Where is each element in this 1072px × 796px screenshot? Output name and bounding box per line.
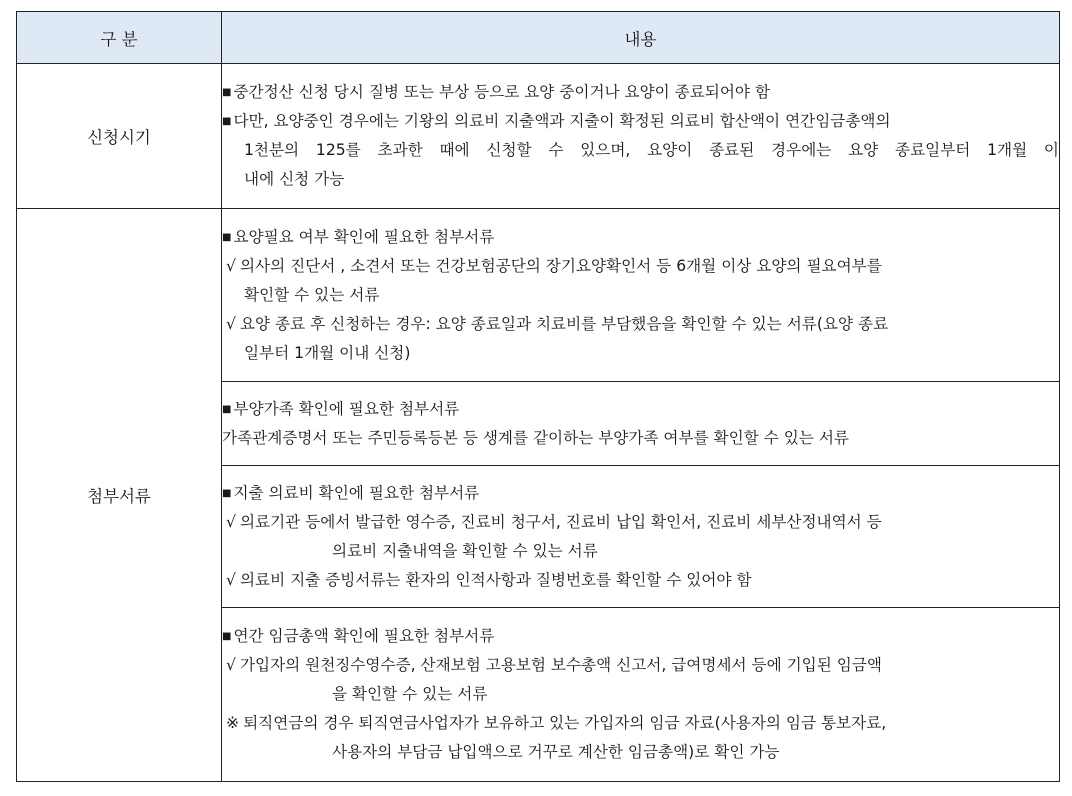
header-content: 내용	[222, 12, 1060, 64]
attachment-section-wages	[222, 608, 1060, 782]
list-item: √ 요양 종료 후 신청하는 경우: 요양 종료일과 치료비를 부담했음을 확인할 수 있는 서류(요양 종료	[226, 314, 889, 333]
row-label-timing: 신청시기	[17, 64, 222, 209]
table-row	[17, 209, 1060, 382]
row-label-attachments: 첨부서류	[17, 209, 222, 782]
bullet-icon: ■	[222, 403, 232, 415]
list-item: ■ 다만, 요양중인 경우에는 기왕의 의료비 지출액과 지출이 확정된 의료비 합산액이 연간임금총액의	[222, 112, 891, 130]
row-content-timing	[222, 64, 1060, 209]
list-item-continuation: 일부터 1개월 이내 신청)	[244, 343, 411, 362]
list-item: √ 가입자의 원천징수영수증, 산재보험 고용보험 보수총액 신고서, 급여명세서 등에 기입된 임금액	[226, 656, 882, 674]
list-item-continuation: 의료비 지출내역을 확인할 수 있는 서류	[332, 541, 598, 560]
list-item: √ 의사의 진단서 , 소견서 또는 건강보험공단의 장기요양확인서 등 6개월 이상 요양의 필요여부를	[226, 256, 882, 275]
bullet-icon: ■	[222, 231, 232, 243]
check-icon: √	[226, 314, 236, 333]
table-header-row	[17, 12, 1060, 64]
check-icon: √	[226, 256, 236, 275]
list-item: 가족관계증명서 또는 주민등록등본 등 생계를 같이하는 부양가족 여부를 확인할 수 있는 서류	[222, 428, 849, 447]
section-title: ■ 지출 의료비 확인에 필요한 첨부서류	[222, 483, 480, 502]
list-item-continuation: 내에 신청 가능	[244, 170, 345, 188]
check-icon: √	[226, 656, 236, 674]
list-item: ■ 중간정산 신청 당시 질병 또는 부상 등으로 요양 중이거나 요양이 종료되어야 함	[222, 83, 771, 101]
section-title: ■ 연간 임금총액 확인에 필요한 첨부서류	[222, 627, 495, 645]
list-item-continuation: 1천분의 125를 초과한 때에 신청할 수 있으며, 요양이 종료된 경우에는 요양 종료일부터 1개월 이	[244, 141, 1059, 159]
list-item: ※ 퇴직연금의 경우 퇴직연금사업자가 보유하고 있는 가입자의 임금 자료(사용자의 임금 통보자료,	[226, 714, 887, 732]
attachment-section-dependents	[222, 382, 1060, 466]
check-icon: √	[226, 570, 236, 589]
list-item: √ 의료기관 등에서 발급한 영수증, 진료비 청구서, 진료비 납입 확인서, 진료비 세부산정내역서 등	[226, 512, 882, 531]
section-title: ■ 부양가족 확인에 필요한 첨부서류	[222, 399, 460, 418]
list-item-continuation: 사용자의 부담금 납입액으로 거꾸로 계산한 임금총액)로 확인 가능	[332, 743, 780, 761]
bullet-icon: ■	[222, 116, 232, 127]
header-category: 구 분	[17, 12, 222, 64]
check-icon: √	[226, 512, 236, 531]
note-icon: ※	[226, 714, 240, 732]
attachment-section-care	[222, 209, 1060, 382]
list-item-continuation: 을 확인할 수 있는 서류	[332, 685, 488, 703]
section-title: ■ 요양필요 여부 확인에 필요한 첨부서류	[222, 227, 495, 246]
bullet-icon: ■	[222, 87, 232, 98]
bullet-icon: ■	[222, 487, 232, 499]
attachment-section-medical	[222, 466, 1060, 608]
list-item-continuation: 확인할 수 있는 서류	[244, 285, 380, 304]
bullet-icon: ■	[222, 631, 232, 642]
info-table	[16, 11, 1060, 782]
table-row	[17, 64, 1060, 209]
list-item: √ 의료비 지출 증빙서류는 환자의 인적사항과 질병번호를 확인할 수 있어야 함	[226, 570, 752, 589]
